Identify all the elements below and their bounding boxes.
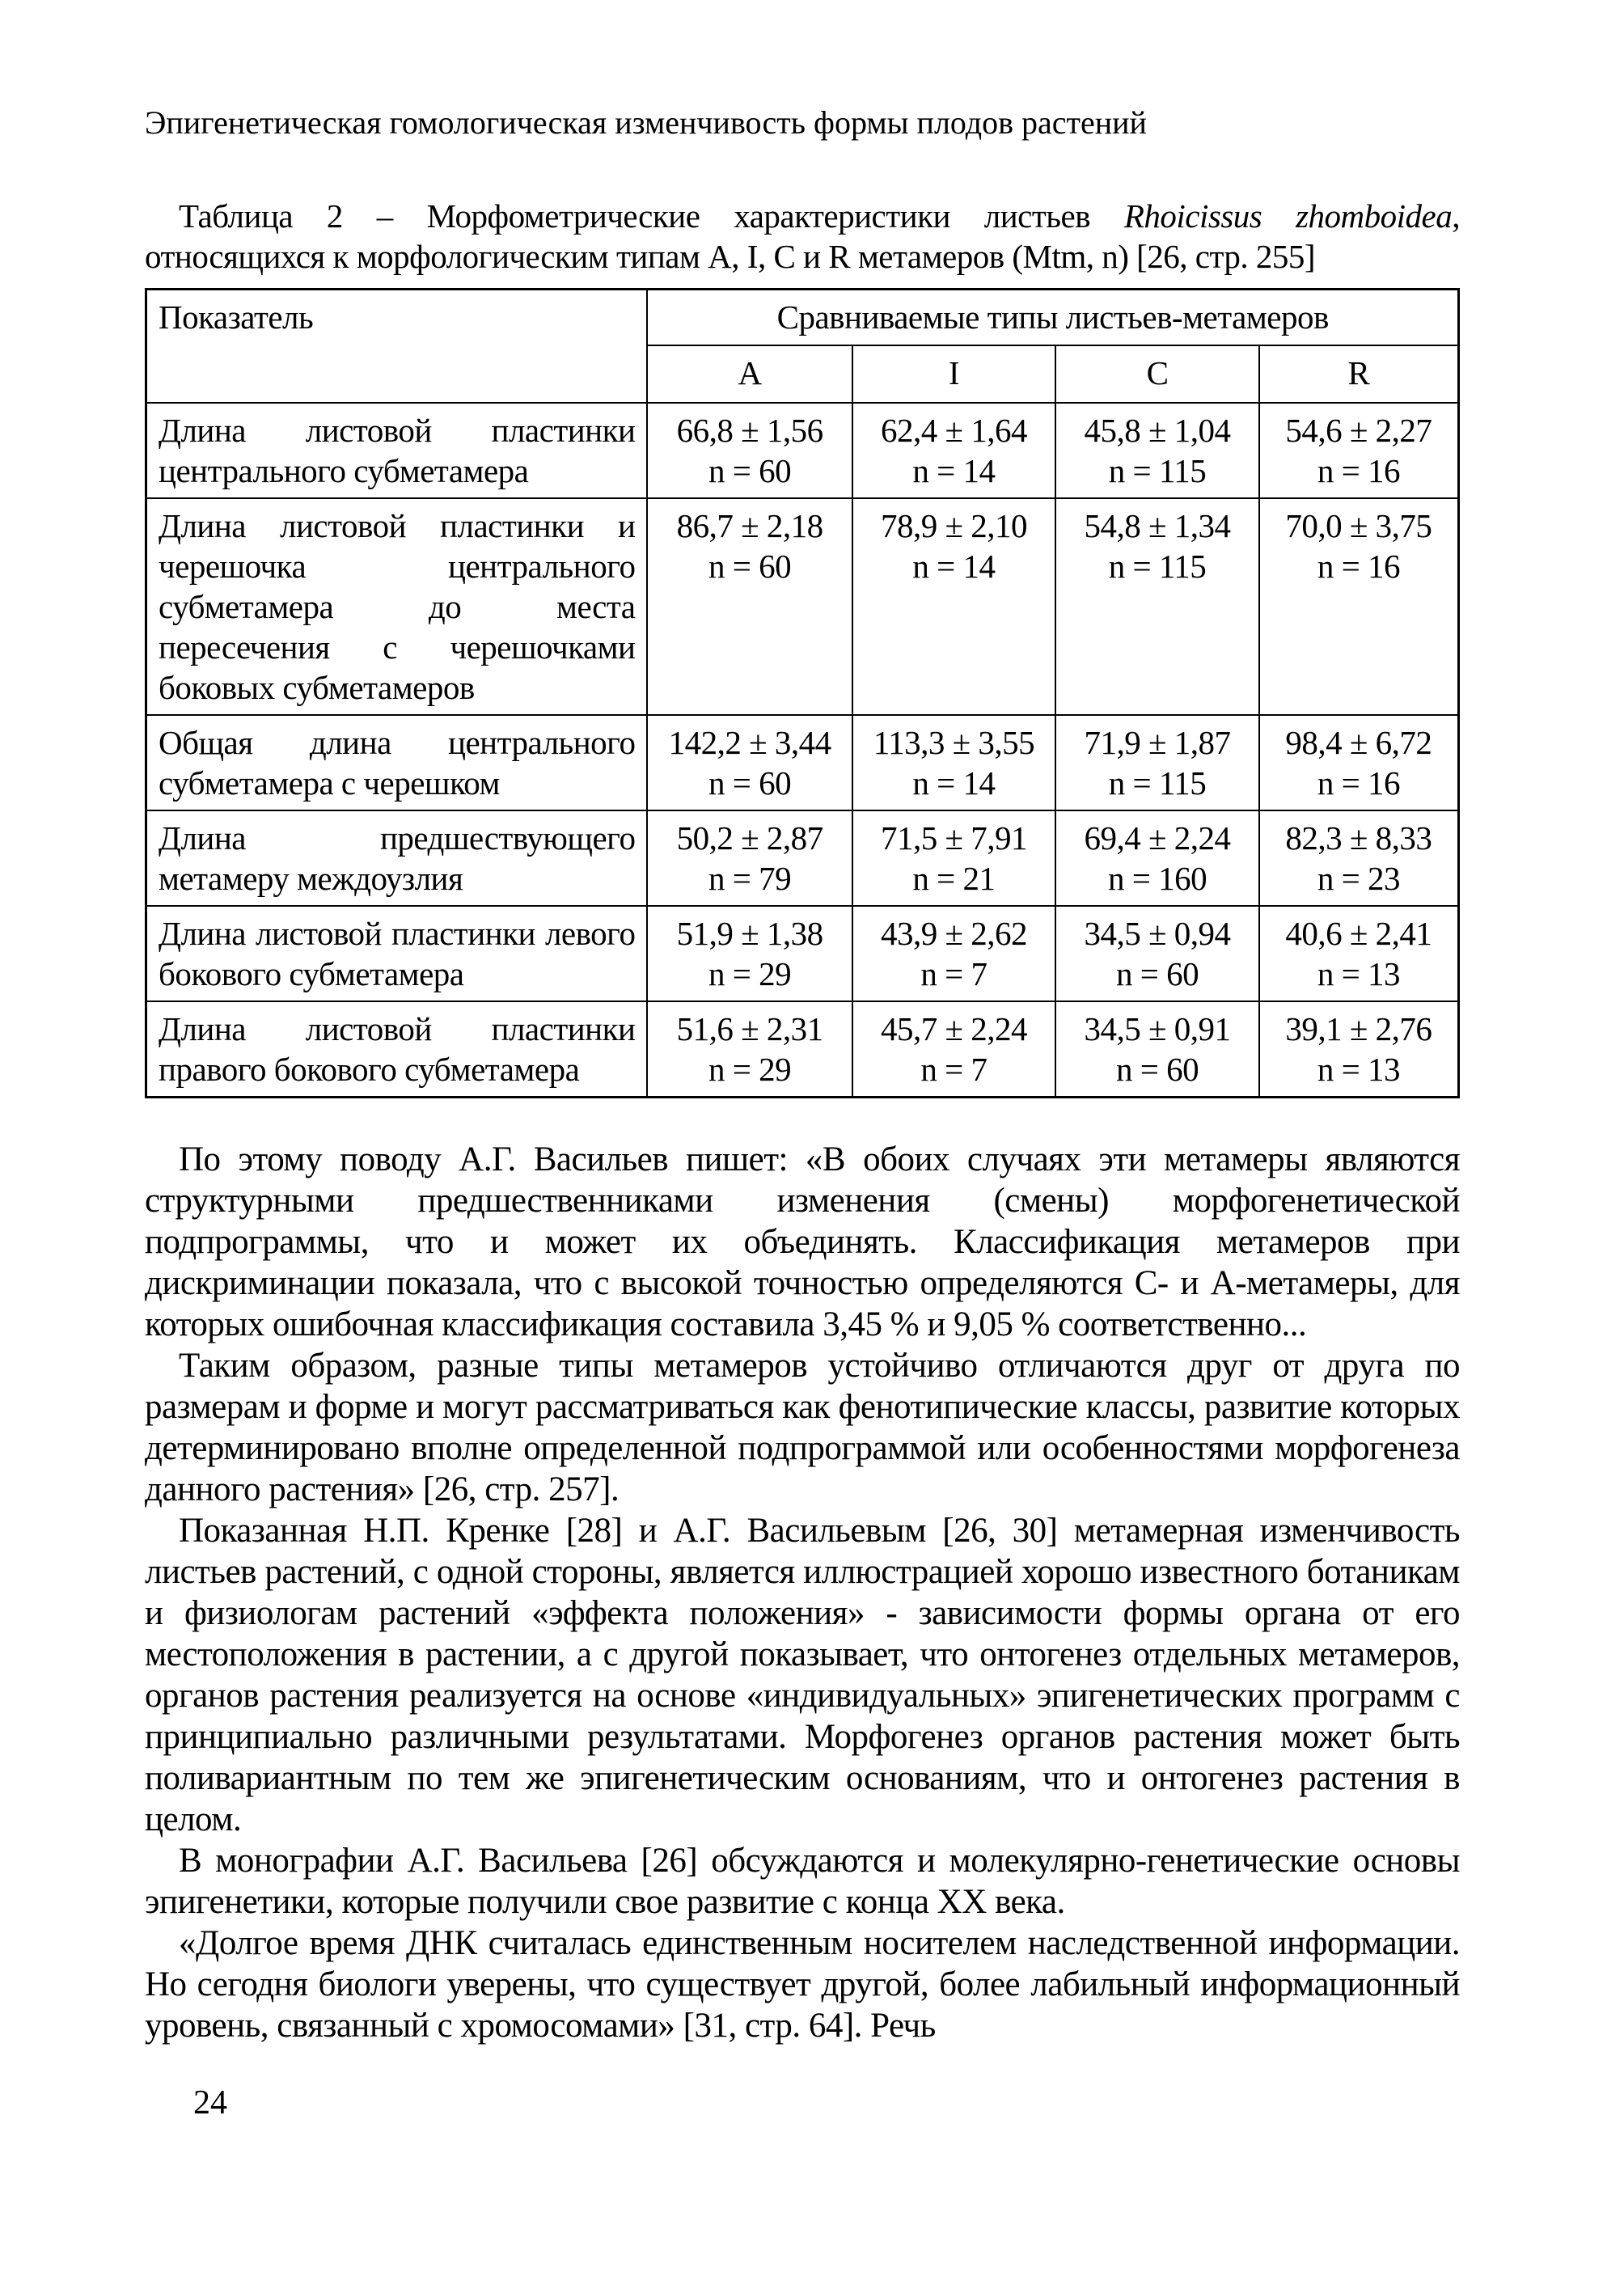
sample-size: n = 7 [920,1050,988,1088]
sample-size: n = 79 [708,859,792,897]
row-indicator: Длина листовой пластинки и черешочка центрального субметамера до места пересечения с черешочками боковых субметамеров [146,498,648,715]
mean-value: 54,6 ± 2,27 [1285,411,1432,449]
mean-value: 98,4 ± 6,72 [1285,723,1432,761]
sample-size: n = 21 [912,859,996,897]
value-cell [647,1001,852,1098]
table-row [146,906,1459,1001]
value-cell [852,498,1056,715]
mean-value: 142,2 ± 3,44 [668,723,831,761]
value-cell [647,403,852,498]
value-cell [1055,906,1259,1001]
sample-size: n = 29 [708,1050,792,1088]
table-caption-prefix: Таблица 2 – Морфометрические характеристики листьев [179,197,1124,235]
value-cell [1259,906,1459,1001]
value-cell [852,906,1056,1001]
mean-value: 113,3 ± 3,55 [873,723,1035,761]
sample-size: n = 60 [1115,954,1199,992]
mean-value: 45,8 ± 1,04 [1084,411,1231,449]
mean-value: 86,7 ± 2,18 [676,506,823,544]
running-head: Эпигенетическая гомологическая изменчивость формы плодов растений [145,104,1147,141]
sample-size: n = 160 [1107,859,1207,897]
value-cell [647,810,852,906]
row-indicator: Длина листовой пластинки центрального субметамера [146,403,648,498]
value-cell [1259,810,1459,906]
sample-size: n = 115 [1108,451,1207,489]
mean-value: 66,8 ± 1,56 [676,411,823,449]
paragraph: «Долгое время ДНК считалась единственным носителем наследственной информации. Но сегодня биологи уверены, что существует другой, более лабильный информационный уровень, связанный с хромосомами» [31, стр. 64]. Речь [145,1923,1460,2045]
mean-value: 62,4 ± 1,64 [880,411,1027,449]
sample-size: n = 14 [912,764,996,802]
value-cell [852,810,1056,906]
mean-value: 51,9 ± 1,38 [676,914,823,952]
row-indicator: Общая длина центрального субметамера с черешком [146,715,648,810]
mean-value: 34,5 ± 0,94 [1084,914,1231,952]
sample-size: n = 60 [708,451,792,489]
mean-value: 71,9 ± 1,87 [1084,723,1231,761]
sample-size: n = 16 [1317,547,1400,585]
table-caption-suffix: , относящихся к морфологическим типам А, I, С и R метамеров (Mtm, n) [26, стр. 255] [145,197,1460,276]
value-cell [647,906,852,1001]
value-cell [1055,403,1259,498]
type-header-I: I [852,345,1056,403]
compared-types-group-header: Сравниваемые типы листьев-метамеров [647,290,1458,345]
value-cell [1259,403,1459,498]
mean-value: 34,5 ± 0,91 [1084,1009,1231,1047]
sample-size: n = 115 [1108,547,1207,585]
morphometry-table [145,288,1460,1098]
paragraph: Показанная Н.П. Кренке [28] и А.Г. Васильевым [26, 30] метамерная изменчивость листьев растений, с одной стороны, является иллюстрацией хорошо известного ботаникам и физиологам растений «эффекта положения» - зависимости формы органа от его местоположения в растении, а с другой показывает, что онтогенез отдельных метамеров, органов растения реализуется на основе «индивидуальных» эпигенетических программ с принципиально различными результатами. Морфогенез органов растения может быть поливариантным по тем же эпигенетическим основаниям, что и онтогенез растения в целом. [145,1511,1460,1838]
mean-value: 40,6 ± 2,41 [1285,914,1432,952]
page-number: 24 [193,2084,227,2122]
sample-size: n = 16 [1317,451,1400,489]
table-caption-species-name: Rhoicissus zhomboidea [1123,197,1453,235]
table-row [146,498,1459,715]
mean-value: 69,4 ± 2,24 [1084,819,1231,857]
value-cell [1259,715,1459,810]
value-cell [1055,498,1259,715]
mean-value: 82,3 ± 8,33 [1285,819,1432,857]
value-cell [1055,715,1259,810]
value-cell [1259,498,1459,715]
sample-size: n = 23 [1317,859,1400,897]
value-cell [852,715,1056,810]
paragraph: По этому поводу А.Г. Васильев пишет: «В обоих случаях эти метамеры являются структурными предшественниками изменения (смены) морфогенетической подпрограммы, что и может их объединять. Классификация метамеров при дискриминации показала, что с высокой точностью определяются С- и А-метамеры, для которых ошибочная классификация составила 3,45 % и 9,05 % соответственно... [145,1140,1460,1343]
type-header-A: А [647,345,852,403]
mean-value: 50,2 ± 2,87 [676,819,823,857]
indicator-column-header: Показатель [146,290,648,403]
sample-size: n = 115 [1108,764,1207,802]
mean-value: 45,7 ± 2,24 [880,1009,1027,1047]
mean-value: 70,0 ± 3,75 [1285,506,1432,544]
sample-size: n = 7 [920,954,988,992]
row-indicator: Длина предшествующего метамеру междоузлия [146,810,648,906]
value-cell [1055,810,1259,906]
sample-size: n = 29 [708,954,792,992]
sample-size: n = 60 [1115,1050,1199,1088]
row-indicator: Длина листовой пластинки левого бокового субметамера [146,906,648,1001]
value-cell [852,403,1056,498]
paragraph: Таким образом, разные типы метамеров устойчиво отличаются друг от друга по размерам и форме и могут рассматриваться как фенотипические классы, развитие которых детерминировано вполне определенной подпрограммой или особенностями морфогенеза данного растения» [26, стр. 257]. [145,1346,1460,1508]
table-caption [145,196,1460,277]
value-cell [647,715,852,810]
table-row [146,403,1459,498]
paragraph: В монографии А.Г. Васильева [26] обсуждаются и молекулярно-генетические основы эпигенетики, которые получили свое развитие с конца XX века. [145,1841,1460,1921]
sample-size: n = 13 [1317,1050,1400,1088]
mean-value: 54,8 ± 1,34 [1084,506,1231,544]
mean-value: 78,9 ± 2,10 [880,506,1027,544]
mean-value: 51,6 ± 2,31 [676,1009,823,1047]
sample-size: n = 60 [708,764,792,802]
table-header-row-1 [146,290,1459,345]
type-header-R: R [1259,345,1459,403]
table-row [146,715,1459,810]
table-row [146,810,1459,906]
value-cell [1259,1001,1459,1098]
sample-size: n = 14 [912,451,996,489]
row-indicator: Длина листовой пластинки правого бокового субметамера [146,1001,648,1098]
sample-size: n = 60 [708,547,792,585]
value-cell [852,1001,1056,1098]
body-text [145,1139,1460,2046]
mean-value: 71,5 ± 7,91 [880,819,1027,857]
sample-size: n = 14 [912,547,996,585]
sample-size: n = 13 [1317,954,1400,992]
type-header-C: С [1055,345,1259,403]
mean-value: 39,1 ± 2,76 [1285,1009,1432,1047]
mean-value: 43,9 ± 2,62 [880,914,1027,952]
sample-size: n = 16 [1317,764,1400,802]
value-cell [647,498,852,715]
value-cell [1055,1001,1259,1098]
table-row [146,1001,1459,1098]
